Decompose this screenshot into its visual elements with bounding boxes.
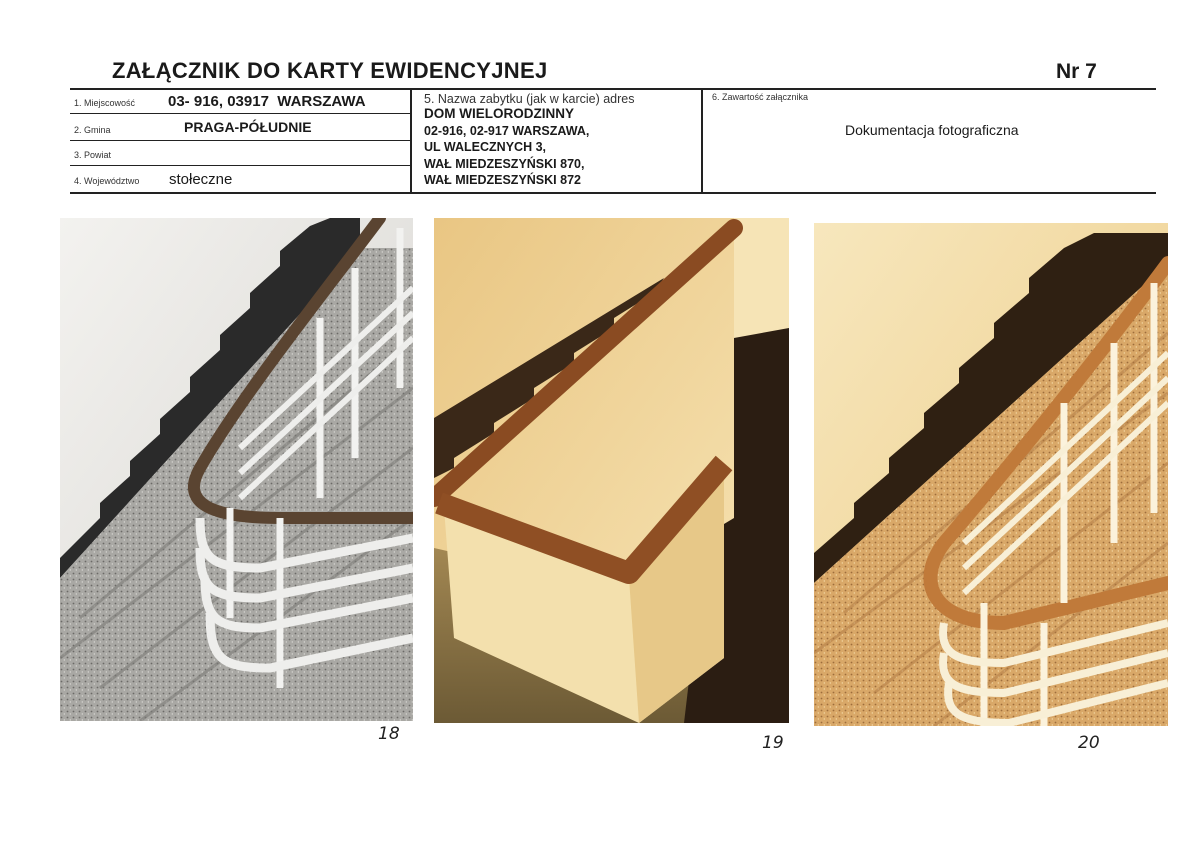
miejscowosc-label: 1. Miejscowość — [74, 98, 136, 108]
staircase-photo-landing — [434, 218, 789, 723]
row-divider-3 — [70, 165, 410, 166]
miejscowosc-value: 03- 916, 03917 WARSZAWA — [168, 93, 366, 110]
zabytek-label: 5. Nazwa zabytku (jak w karcie) adres — [424, 92, 635, 106]
address-line-1: 02-916, 02-917 WARSZAWA, — [424, 123, 590, 138]
powiat-label: 3. Powiat — [74, 150, 112, 160]
page-title: ZAŁĄCZNIK DO KARTY EWIDENCYJNEJ — [112, 58, 548, 83]
row-divider-1 — [70, 113, 410, 114]
photo-18 — [60, 218, 413, 721]
photo-number-18: 18 — [378, 724, 400, 744]
photo-number-19: 19 — [762, 733, 784, 753]
attachment-number: Nr 7 — [1056, 60, 1097, 83]
monument-name: DOM WIELORODZINNY — [424, 106, 574, 121]
table-top-rule — [70, 88, 1156, 90]
wojewodztwo-label: 4. Województwo — [74, 176, 140, 186]
zawartosc-label: 6. Zawartość załącznika — [712, 92, 809, 102]
gmina-label: 2. Gmina — [74, 125, 111, 135]
wojewodztwo-value: stołeczne — [169, 171, 233, 188]
photo-number-20: 20 — [1078, 733, 1100, 753]
row-divider-2 — [70, 140, 410, 141]
address-line-3: WAŁ MIEDZESZYŃSKI 870, — [424, 156, 585, 171]
table-bottom-rule — [70, 192, 1156, 194]
address-line-2: UL WALECZNYCH 3, — [424, 140, 546, 154]
gmina-value: PRAGA-PÓŁUDNIE — [184, 119, 312, 135]
staircase-photo-warm — [814, 223, 1168, 726]
column-divider-2 — [701, 88, 703, 193]
address-block — [424, 106, 589, 189]
column-divider-1 — [410, 88, 412, 193]
staircase-photo-gray — [60, 218, 413, 721]
photo-19 — [434, 218, 789, 723]
zawartosc-value: Dokumentacja fotograficzna — [845, 122, 1019, 138]
photo-20 — [814, 223, 1168, 726]
address-line-4: WAŁ MIEDZESZYŃSKI 872 — [424, 173, 581, 187]
